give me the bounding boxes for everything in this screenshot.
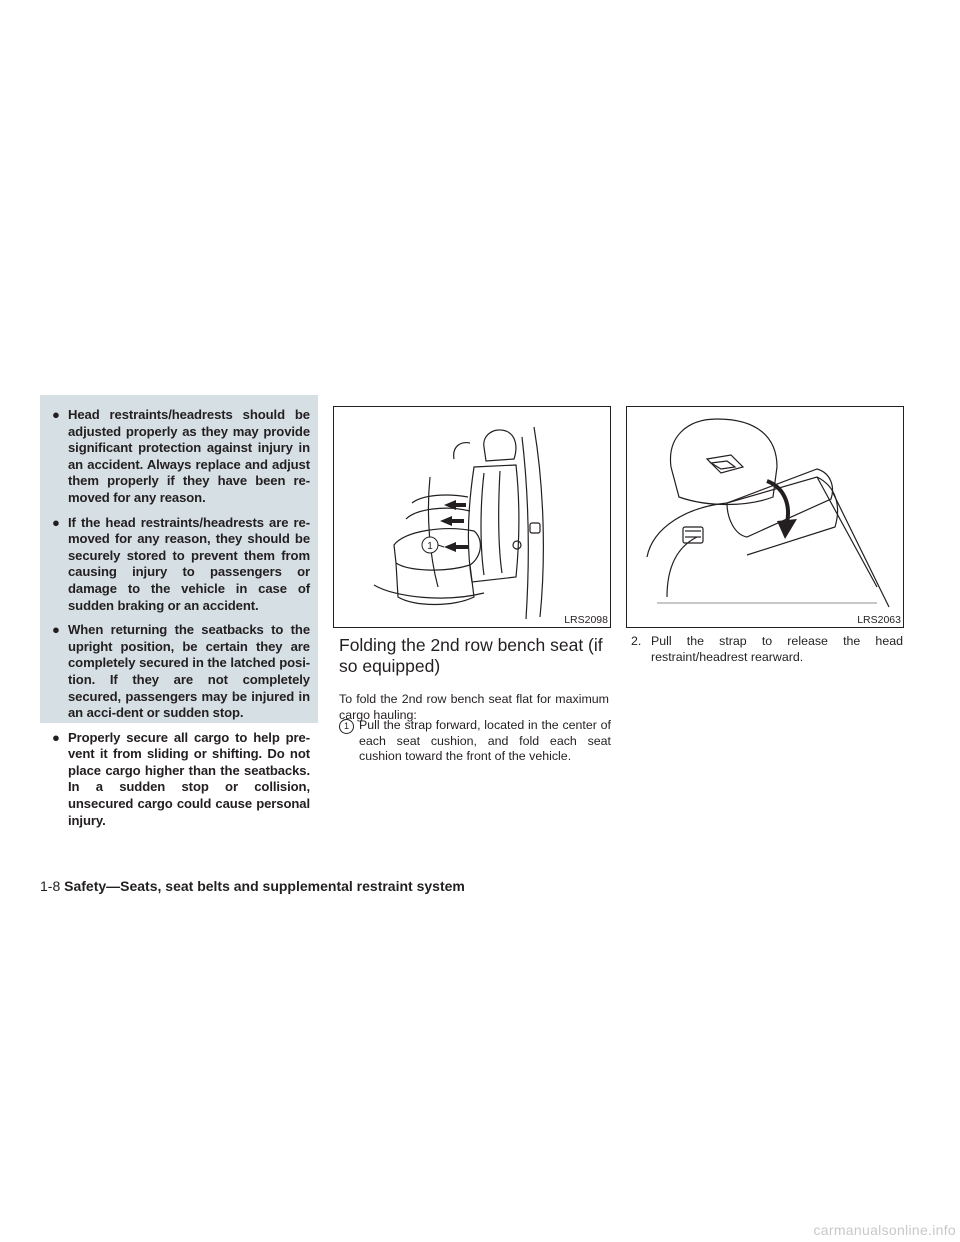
step-text: Pull the strap forward, located in the center of each seat cushion, and fold each seat cushion toward the front of the vehicle. xyxy=(359,718,611,764)
step-2 xyxy=(631,634,903,665)
page-footer xyxy=(40,878,465,895)
warning-item xyxy=(48,730,310,830)
bullet-icon: ● xyxy=(52,407,60,422)
warning-item xyxy=(48,622,310,722)
warning-text: Head restraints/headrests should be adjusted properly as they may provide significant protection against injury in an accident. Always replace and adjust them properly if they have been re-moved for any reason. xyxy=(68,407,310,505)
step-text: Pull the strap to release the head restraint/headrest rearward. xyxy=(651,634,903,664)
figure-code: LRS2063 xyxy=(857,614,901,626)
page-number: 1-8 xyxy=(40,878,61,894)
step-number: 2. xyxy=(631,634,642,648)
chapter-title: Safety—Seats, seat belts and supplemental restraint system xyxy=(64,878,465,894)
bullet-icon: ● xyxy=(52,622,60,638)
warning-text: Properly secure all cargo to help pre-vent it from sliding or shifting. Do not place cargo higher than the seatbacks. In a sudden stop or collision, unsecured cargo could cause personal injury. xyxy=(68,729,310,828)
warning-text: When returning the seatbacks to the upright position, be certain they are completely secured in the latched posi-tion. If they are not completely secured, passengers may be injured in an acci-dent or sudden stop. xyxy=(68,622,310,721)
intro-text: To fold the 2nd row bench seat flat for maximum cargo hauling: xyxy=(339,692,609,722)
warning-list xyxy=(48,407,310,829)
seat-fold-illustration xyxy=(333,406,611,628)
bullet-icon: ● xyxy=(52,514,60,530)
bullet-icon: ● xyxy=(52,729,60,745)
headrest-drawing xyxy=(627,407,903,627)
seat-drawing xyxy=(334,407,610,627)
warning-text: If the head restraints/headrests are re-moved for any reason, they should be securely stored to prevent them from causing injury to passengers or damage to the vehicle in case of sudden braking or an accident. xyxy=(68,514,310,613)
callout-label: 1 xyxy=(427,541,433,552)
warning-item xyxy=(48,407,310,507)
step-number-icon: 1 xyxy=(339,719,354,734)
warning-item xyxy=(48,515,310,615)
headrest-strap-illustration xyxy=(626,406,904,628)
warning-box xyxy=(40,395,318,828)
step-1 xyxy=(339,718,611,765)
section-heading: Folding the 2nd row bench seat (if so equipped) xyxy=(339,635,603,676)
figure-code: LRS2098 xyxy=(564,614,608,626)
watermark: carmanualsonline.info xyxy=(813,1222,956,1238)
